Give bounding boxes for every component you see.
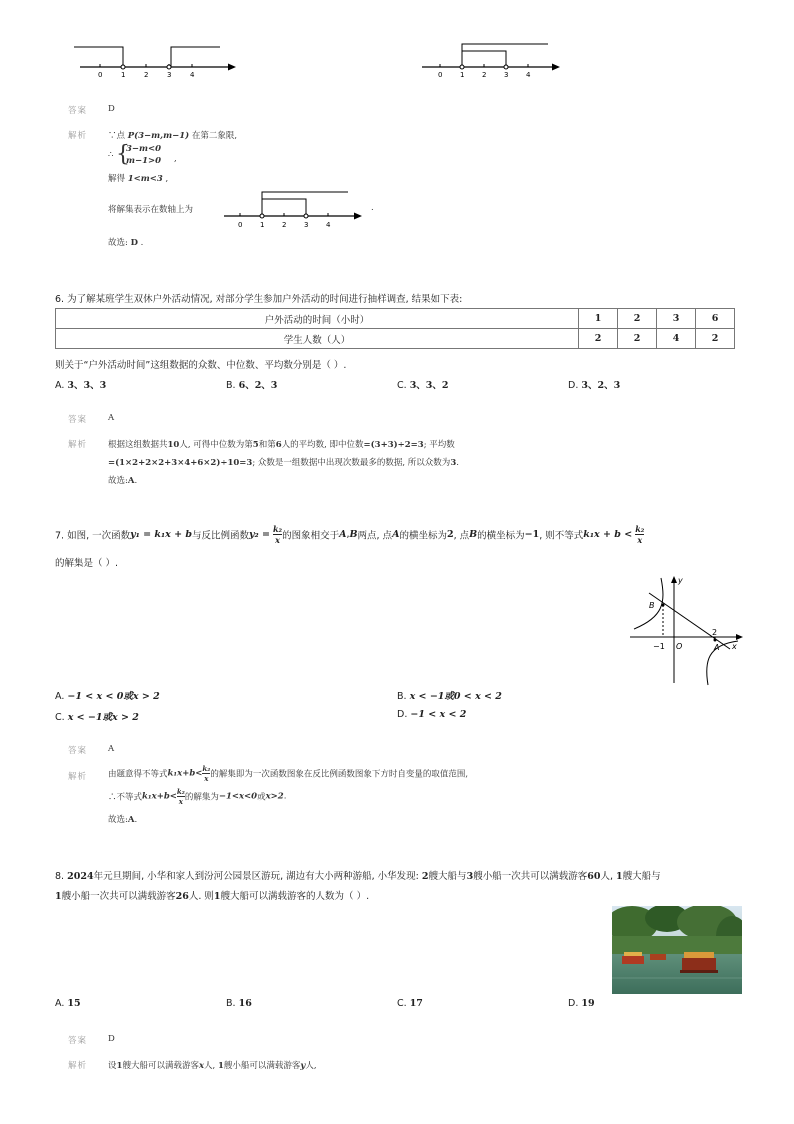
math: 1 [116, 1061, 123, 1071]
text: . [140, 238, 144, 248]
option-text: 17 [409, 998, 423, 1009]
text: 的横坐标为 [477, 530, 525, 542]
answer-tag: 答案 [68, 415, 88, 425]
text: 两点, 点 [357, 530, 393, 542]
text: ∴不等式 [108, 792, 143, 803]
text: 艘小船一次共可以满载游客 [473, 871, 588, 882]
math: 26 [175, 891, 189, 902]
option-d-number-line [418, 40, 568, 80]
fraction [177, 787, 185, 806]
answer-value: D [108, 1034, 115, 1044]
math: 2024 [67, 871, 94, 882]
text: ∵点 [108, 131, 126, 141]
text: 根据这组数据共 [108, 440, 168, 450]
question-stem [55, 524, 644, 554]
math: 10 [167, 440, 180, 450]
question-stem [55, 868, 661, 882]
tick-label: 4 [526, 71, 531, 79]
option-label: A. [55, 380, 65, 391]
math: A [339, 529, 347, 540]
option-text: −1 < x < 0或x > 2 [67, 691, 160, 702]
function-graph [626, 573, 744, 687]
text: 解得 [108, 174, 126, 184]
text: 人的平均数, 即中位数 [281, 440, 364, 450]
math: P(3−m,m−1) [127, 131, 190, 141]
option-label: B. [226, 998, 236, 1009]
table-row [56, 309, 735, 329]
text: 7. 如图, 一次函数 [55, 530, 131, 542]
text: 人. 则 [188, 891, 214, 902]
text: 设 [108, 1061, 117, 1071]
data-table [55, 308, 735, 349]
math: y₂ = [249, 529, 270, 540]
text: , [165, 174, 169, 184]
solution-line [108, 813, 137, 825]
fraction [273, 524, 282, 545]
denominator: x [178, 797, 183, 806]
text: . [134, 815, 138, 825]
option-text: 3、3、2 [409, 380, 449, 391]
answer-value: D [108, 104, 115, 114]
math: y [300, 1061, 306, 1071]
math: =(3+3)÷2=3 [363, 440, 424, 450]
tick-label: 1 [260, 221, 265, 229]
numerator: k₂ [176, 787, 185, 796]
math: =(1×2+2×2+3×4+6×2)÷10=3 [108, 458, 253, 468]
text: . [371, 203, 374, 213]
tick-label: 1 [121, 71, 126, 79]
tick-label: 0 [238, 221, 243, 229]
numerator: k₂ [635, 524, 645, 534]
boat-photo [612, 906, 742, 994]
question-text: 则关于“户外活动时间”这组数据的众数、中位数、平均数分别是（ ）. [55, 360, 347, 371]
text: 艘大船与 [622, 871, 661, 882]
math: B [469, 529, 478, 540]
option-b[interactable] [397, 688, 502, 702]
option-b[interactable] [226, 998, 252, 1009]
answer-tag: 答案 [68, 106, 88, 116]
math: 1<m<3 [127, 174, 163, 184]
table-cell: 4 [657, 329, 696, 349]
tick-label: 2 [282, 221, 287, 229]
math: A [127, 815, 135, 825]
math: 6 [275, 440, 282, 450]
table-header-cell: 户外活动的时间（小时） [56, 309, 579, 329]
table-row [56, 329, 735, 349]
analysis-tag: 解析 [68, 772, 88, 782]
table-cell: 2 [618, 309, 657, 329]
math: 2 [421, 871, 429, 882]
text: 故选: [108, 238, 128, 248]
option-text: 6、2、3 [238, 380, 278, 391]
denominator: x [275, 535, 280, 545]
table-cell: 1 [579, 309, 618, 329]
option-label: C. [397, 380, 407, 391]
math: 5 [252, 440, 259, 450]
math: 1 [616, 871, 623, 882]
math: B [349, 529, 358, 540]
tick-label: 3 [167, 71, 172, 79]
solution-line [108, 764, 468, 783]
solution-line [108, 129, 237, 141]
option-text: 16 [238, 998, 252, 1009]
table-cell: 2 [696, 329, 735, 349]
table-cell: 2 [618, 329, 657, 349]
table-cell: 6 [696, 309, 735, 329]
math: −1<x<0 [218, 791, 258, 802]
math: 60 [587, 871, 601, 882]
math: 1 [213, 891, 221, 902]
fraction [635, 524, 644, 545]
option-text: 15 [67, 998, 81, 1009]
solution-line [108, 236, 143, 248]
text: 的横坐标为 [399, 530, 447, 542]
axis-label: y [678, 576, 683, 585]
question-stem: 6. 为了解某班学生双休户外活动情况, 对部分学生参加户外活动的时间进行抽样调查, 结果如下表: [55, 294, 463, 305]
math: A [127, 476, 135, 486]
math: 3 [466, 871, 474, 882]
math: 3 [450, 458, 457, 468]
math: x>2 [265, 791, 284, 802]
option-text: 19 [581, 998, 595, 1009]
text: 艘大船可以满载游客的人数为（ ）. [220, 891, 370, 902]
math: 1 [55, 891, 62, 902]
text: 人, 可得中位数为第 [179, 440, 253, 450]
text: 人, [600, 871, 613, 882]
option-a[interactable] [55, 688, 160, 702]
answer-value: A [108, 744, 115, 754]
inequality: m−1>0 [126, 156, 162, 166]
solution-line [108, 1059, 317, 1071]
solution-line [108, 456, 459, 468]
option-c[interactable] [397, 377, 449, 391]
solution-number-line [220, 188, 370, 230]
tick-label: 4 [190, 71, 195, 79]
tick-label: 3 [304, 221, 309, 229]
solution-line [108, 787, 286, 806]
text: 在第二象限, [191, 131, 238, 141]
math: 2 [446, 529, 454, 540]
option-label: A. [55, 998, 65, 1009]
solution-line: 将解集表示在数轴上为 [108, 205, 194, 215]
text: 艘小船一次共可以满载游客 [61, 891, 176, 902]
answer-value: A [108, 413, 115, 423]
text: , 点 [453, 530, 470, 542]
analysis-tag: 解析 [68, 131, 88, 141]
question-text: 的解集是（ ）. [55, 558, 119, 569]
option-a[interactable] [55, 998, 81, 1009]
origin-label: O [676, 642, 683, 651]
text: ; 众数是一组数据中出现次数最多的数据, 所以众数为 [252, 458, 451, 468]
inequality: 3−m<0 [126, 144, 162, 154]
option-label: A. [55, 691, 65, 702]
axis-label: x [732, 642, 737, 651]
text: , 则不等式 [539, 530, 584, 542]
tick-label: 1 [460, 71, 465, 79]
text: . [283, 791, 287, 802]
option-text: x < −1或0 < x < 2 [409, 691, 502, 702]
option-label: C. [397, 998, 407, 1009]
tick-label: 2 [482, 71, 487, 79]
option-c[interactable] [397, 998, 423, 1009]
table-cell: 3 [657, 309, 696, 329]
text: 艘大船可以满载游客 [122, 1061, 199, 1071]
text: 8. [55, 871, 65, 882]
math: y₁ = k₁x + b [130, 529, 193, 540]
text: , [346, 529, 350, 540]
option-label: D. [568, 380, 579, 391]
math: A [392, 529, 400, 540]
text: ; 平均数 [423, 440, 455, 450]
text: , [174, 154, 177, 164]
solution-line [108, 438, 455, 450]
text: 艘小船可以满载游客 [223, 1061, 301, 1071]
option-a[interactable] [55, 377, 106, 391]
text: 或 [257, 792, 266, 803]
text: 的解集为 [184, 792, 219, 803]
denominator: x [637, 535, 643, 545]
table-cell: 2 [579, 329, 618, 349]
math: 1 [217, 1061, 224, 1071]
option-text: x < −1或x > 2 [67, 712, 139, 723]
option-c[interactable] [55, 709, 139, 723]
solution-line [108, 172, 168, 184]
option-label: B. [397, 691, 407, 702]
math: k₁x+b< [142, 791, 177, 802]
option-label: D. [568, 998, 579, 1009]
text: 故选: [108, 815, 128, 825]
math: D [130, 238, 138, 248]
option-label: B. [226, 380, 236, 391]
option-d[interactable] [568, 998, 595, 1009]
analysis-tag: 解析 [68, 1061, 88, 1071]
option-text: 3、2、3 [581, 380, 621, 391]
tick-label: −1 [653, 642, 665, 651]
math: k₁x + b < [583, 529, 633, 540]
tick-label: 2 [144, 71, 149, 79]
text: 和第 [258, 440, 276, 450]
text: 的解集即为一次函数图象在反比例函数图象下方时自变量的取值范围, [210, 769, 469, 780]
option-label: C. [55, 712, 65, 723]
question-stem [55, 888, 369, 902]
solution-line [108, 474, 137, 486]
tick-label: 4 [326, 221, 331, 229]
tick-label: 2 [712, 628, 718, 637]
numerator: k₂ [202, 764, 211, 773]
answer-tag: 答案 [68, 746, 88, 756]
text: 人, [305, 1061, 317, 1071]
option-d[interactable] [397, 709, 466, 720]
analysis-tag: 解析 [68, 440, 88, 450]
tick-label: 3 [504, 71, 509, 79]
text: 由题意得不等式 [108, 769, 168, 780]
text: . [456, 458, 459, 468]
text: 人, [204, 1061, 216, 1071]
text: 艘大船与 [428, 871, 467, 882]
option-d[interactable] [568, 377, 620, 391]
math: k₁x+b< [167, 768, 203, 779]
answer-tag: 答案 [68, 1036, 88, 1046]
text: 故选: [108, 476, 128, 486]
denominator: x [204, 774, 209, 783]
table-header-cell: 学生人数（人） [56, 329, 579, 349]
text: 的图象相交于 [282, 530, 340, 542]
point-label: A [714, 643, 720, 652]
text: . [134, 476, 138, 486]
option-c-number-line [70, 40, 240, 80]
tick-label: 0 [438, 71, 443, 79]
math: −1 [524, 529, 540, 540]
point-label: B [649, 601, 655, 610]
option-text: 3、3、3 [67, 380, 107, 391]
therefore-symbol: ∴ [108, 150, 114, 160]
option-label: D. [397, 709, 408, 720]
numerator: k₂ [273, 524, 283, 534]
text: 年元旦期间, 小华和家人到汾河公园景区游玩, 湖边有大小两种游船, 小华发现: [93, 871, 419, 882]
option-b[interactable] [226, 377, 277, 391]
option-text: −1 < x < 2 [410, 709, 467, 720]
text: 与反比例函数 [192, 530, 250, 542]
brace-icon: { [116, 142, 130, 167]
math: x [198, 1061, 205, 1071]
tick-label: 0 [98, 71, 103, 79]
